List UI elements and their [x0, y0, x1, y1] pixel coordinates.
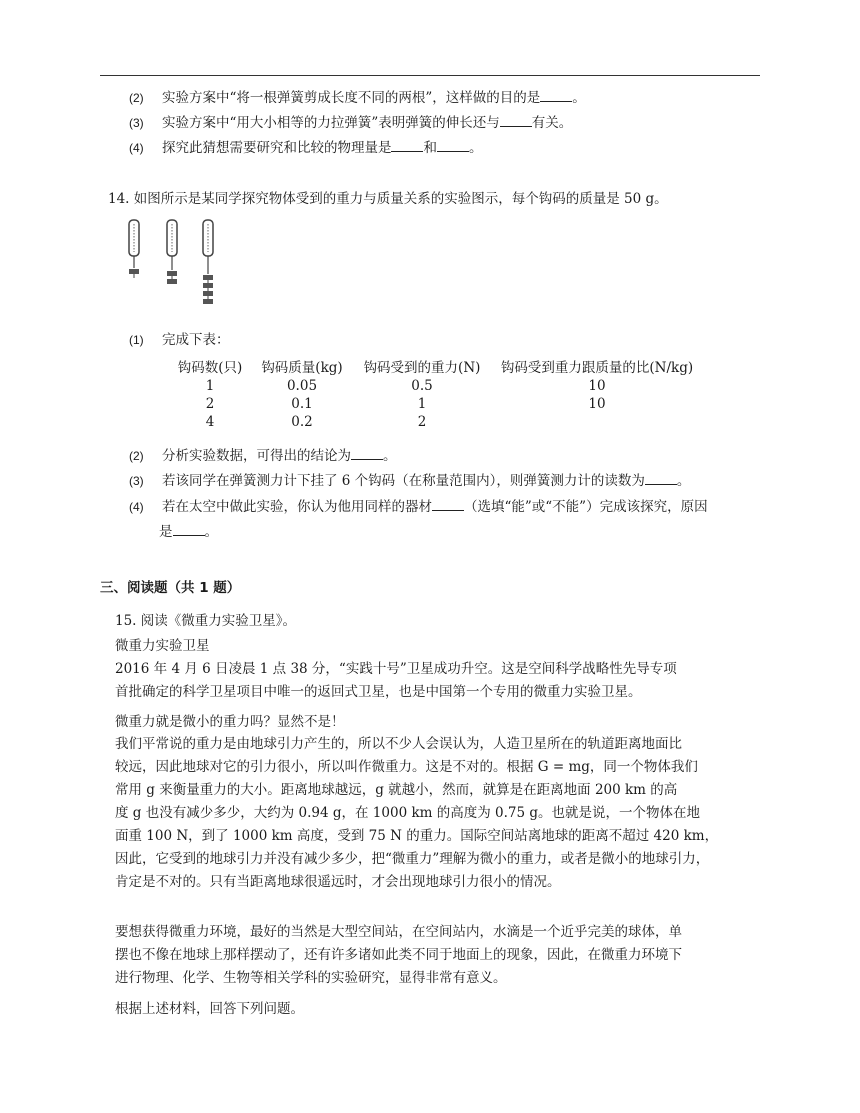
item-number: (3): [129, 474, 144, 488]
table-cell: 0.2: [291, 414, 313, 430]
item-text-end: 。: [572, 90, 586, 106]
article-paragraph-2: 微重力就是微小的重力吗？显然不是！: [115, 714, 345, 730]
q14-item-1: [129, 328, 229, 348]
table-cell: 0.5: [411, 378, 433, 394]
item-text: 是: [159, 524, 173, 540]
article-paragraph-1: [115, 658, 763, 704]
paragraph-line: 面重 100 N，到了 1000 km 高度，受到 75 N 的重力。国际空间站离地球的距离不超过 420 km，: [115, 828, 719, 844]
answer-blank[interactable]: [173, 523, 205, 536]
q14-stem: 14. 如图所示是某同学探究物体受到的重力与质量关系的实验图示，每个钩码的质量是 50 g。: [108, 191, 668, 207]
item-text-end: 有关。: [531, 115, 573, 131]
table-header: 钩码数(只): [177, 360, 243, 376]
item-text: 实验方案中“用大小相等的力拉弹簧”表明弹簧的伸长还与: [161, 115, 500, 131]
table-header: 钩码受到的重力(N): [363, 360, 481, 376]
answer-blank[interactable]: [540, 89, 572, 102]
paragraph-line: 2016 年 4 月 6 日凌晨 1 点 38 分，“实践十号”卫星成功升空。这是空间科学战略性先导专项: [115, 661, 677, 677]
q13-item-3: [129, 111, 572, 131]
table-row: [168, 395, 702, 413]
spring-scales-with-weights-figure: [124, 216, 224, 316]
section-title: 三、阅读题（共 1 题）: [100, 580, 241, 596]
table-cell[interactable]: [492, 413, 702, 431]
answer-blank[interactable]: [391, 139, 423, 152]
table-cell: 2: [205, 396, 215, 412]
table-header-row: [168, 359, 702, 377]
item-text: 实验方案中“将一根弹簧剪成长度不同的两根”，这样做的目的是: [161, 90, 541, 106]
item-text: 分析实验数据，可得出的结论为: [161, 448, 351, 464]
q14-item-2: [129, 444, 396, 464]
table-cell: 1: [417, 396, 427, 412]
item-number: (4): [129, 500, 144, 514]
article-paragraph-3: [115, 733, 763, 894]
table-cell: 1: [205, 378, 215, 394]
paragraph-line: 较远，因此地球对它的引力很小，所以叫作微重力。这是不对的。根据 G = mg，同一个物体我们: [115, 759, 698, 775]
paragraph-line: 因此，它受到的地球引力并没有减少多少，把“微重力”理解为微小的重力，或者是微小的地球引力，: [115, 851, 710, 867]
paragraph-line: 首批确定的科学卫星项目中唯一的返回式卫星，也是中国第一个专用的微重力实验卫星。: [115, 684, 642, 700]
data-table: [168, 359, 702, 431]
q13-item-4: [129, 136, 482, 156]
item-number: (1): [129, 333, 144, 347]
table-cell: 0.05: [286, 378, 318, 394]
table-cell: 0.1: [291, 396, 313, 412]
item-text: 完成下表：: [161, 332, 230, 348]
article-paragraph-4: [115, 921, 763, 990]
table-row: [168, 413, 702, 431]
answer-blank[interactable]: [432, 498, 464, 511]
table-cell: 10: [588, 396, 606, 412]
item-text: 若该同学在弹簧测力计下挂了 6 个钩码（在称量范围内），则弹簧测力计的读数为: [161, 473, 645, 489]
spring-scale-1: [129, 220, 139, 278]
item-text-mid: （选填“能”或“不能”）完成该探究，原因: [463, 499, 708, 515]
table-header: 钩码受到重力跟质量的比(N/kg): [500, 360, 694, 376]
answer-blank[interactable]: [437, 139, 469, 152]
item-number: (4): [129, 141, 144, 155]
table-cell: 10: [588, 378, 606, 394]
table-header: 钩码质量(kg): [261, 360, 343, 376]
item-text: 探究此猜想需要研究和比较的物理量是: [161, 140, 392, 156]
item-text-end: 。: [204, 524, 218, 540]
spring-scale-3: [203, 220, 213, 304]
paragraph-line: 摆也不像在地球上那样摆动了，还有许多诸如此类不同于地面上的现象，因此，在微重力环境下: [115, 947, 682, 963]
article-title: 微重力实验卫星: [115, 638, 210, 654]
answer-blank[interactable]: [351, 447, 383, 460]
spring-scale-2: [167, 220, 177, 284]
table-cell: 4: [205, 414, 215, 430]
paragraph-line: 常用 g 来衡量重力的大小。距离地球越远，g 就越小，然而，就算是在距离地面 200 km 的高: [115, 782, 678, 798]
paragraph-line: 度 g 也没有减少多少，大约为 0.94 g，在 1000 km 的高度为 0.75 g。也就是说，一个物体在地: [115, 805, 701, 821]
paragraph-line: 要想获得微重力环境，最好的当然是大型空间站，在空间站内，水滴是一个近乎完美的球体，单: [115, 924, 682, 940]
answer-blank[interactable]: [500, 114, 532, 127]
answer-blank[interactable]: [645, 472, 677, 485]
item-number: (2): [129, 449, 144, 463]
q14-item-3: [129, 469, 690, 489]
paragraph-line: 我们平常说的重力是由地球引力产生的，所以不少人会误认为，人造卫星所在的轨道距离地面比: [115, 736, 682, 752]
item-text-mid: 和: [423, 140, 437, 156]
item-number: (3): [129, 116, 144, 130]
item-text-end: 。: [468, 140, 483, 156]
header-rule: [100, 75, 760, 76]
item-number: (2): [129, 91, 144, 105]
table-row: [168, 377, 702, 395]
paragraph-line: 肯定是不对的。只有当距离地球很遥远时，才会出现地球引力很小的情况。: [115, 874, 561, 890]
item-text: 若在太空中做此实验，你认为他用同样的器材: [161, 499, 432, 515]
table-cell: 2: [417, 414, 427, 430]
article-paragraph-5: 根据上述材料，回答下列问题。: [115, 1001, 304, 1017]
q14-item-4-continued: [159, 520, 218, 540]
q15-stem: 15. 阅读《微重力实验卫星》。: [115, 613, 297, 629]
q14-item-4: [129, 495, 708, 515]
paragraph-line: 进行物理、化学、生物等相关学科的实验研究，显得非常有意义。: [115, 970, 507, 986]
q13-item-2: [129, 86, 586, 106]
item-text-end: 。: [676, 473, 691, 489]
item-text-end: 。: [382, 448, 397, 464]
